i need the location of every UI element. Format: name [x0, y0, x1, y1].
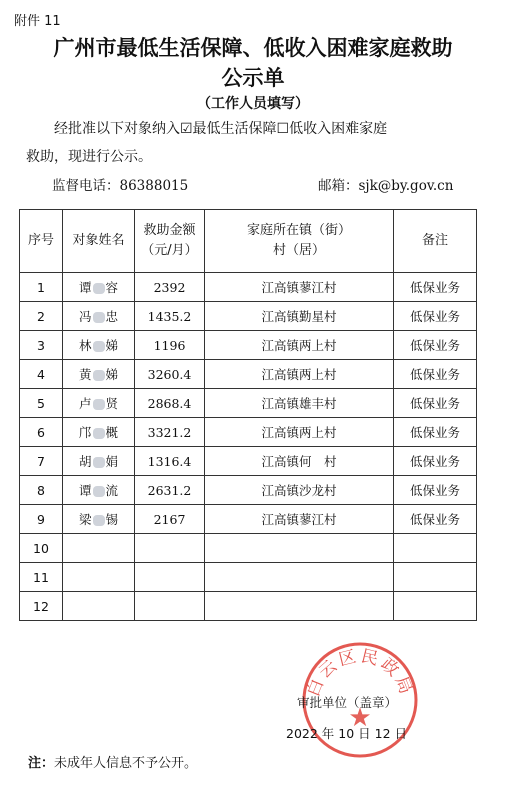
notice-line-1: 经批准以下对象纳入☑最低生活保障☐低收入困难家庭 [54, 121, 388, 137]
header-amount-line1: 救助金额 [143, 223, 196, 238]
cell-remark [394, 534, 477, 563]
cell-no: 12 [20, 592, 63, 621]
svg-text:白云区民政局 [303, 646, 416, 699]
cell-name [63, 331, 135, 360]
name-first: 邝 [78, 425, 92, 440]
header-address-line2: 村（居） [272, 243, 325, 258]
name-redaction [93, 370, 105, 381]
cell-name [63, 302, 135, 331]
name-redaction [93, 457, 105, 468]
cell-no: 7 [20, 447, 63, 476]
table-row [20, 389, 477, 418]
header-address-line1: 家庭所在镇（街） [246, 223, 351, 238]
cell-address: 江高镇两上村 [205, 331, 394, 360]
cell-address: 江高镇两上村 [205, 360, 394, 389]
cell-no: 6 [20, 418, 63, 447]
table-row [20, 534, 477, 563]
recipient-table [19, 209, 477, 621]
header-no: 序号 [20, 210, 63, 273]
header-amount [135, 210, 205, 273]
footnote [28, 752, 197, 771]
cell-address [205, 592, 394, 621]
name-first: 林 [78, 338, 92, 353]
cell-address: 江高镇雄丰村 [205, 389, 394, 418]
cell-address [205, 563, 394, 592]
name-first: 胡 [78, 454, 92, 469]
cell-name [63, 273, 135, 302]
name-first: 黄 [78, 367, 92, 382]
cell-no: 3 [20, 331, 63, 360]
table-header-row [20, 210, 477, 273]
cell-amount: 1316.4 [135, 447, 205, 476]
cell-name [63, 592, 135, 621]
table-row [20, 302, 477, 331]
cell-amount: 2167 [135, 505, 205, 534]
table-row [20, 331, 477, 360]
cell-name [63, 389, 135, 418]
cell-address [205, 534, 394, 563]
header-amount-line2: （元/月） [141, 243, 198, 258]
table-row [20, 505, 477, 534]
footnote-text: 未成年人信息不予公开。 [54, 756, 198, 771]
name-redaction [93, 312, 105, 323]
cell-no: 1 [20, 273, 63, 302]
cell-no: 10 [20, 534, 63, 563]
name-redaction [93, 428, 105, 439]
cell-name [63, 563, 135, 592]
approval-date: 2022 年 10 日 12 日 [286, 726, 407, 741]
cell-address: 江高镇蓼江村 [205, 505, 394, 534]
attachment-label: 附件 11 [14, 14, 61, 29]
cell-remark: 低保业务 [394, 273, 477, 302]
header-remark: 备注 [394, 210, 477, 273]
name-first: 谭 [78, 280, 92, 295]
name-first: 卢 [78, 396, 92, 411]
cell-name [63, 505, 135, 534]
name-last: 娣 [105, 367, 119, 382]
cell-amount: 2392 [135, 273, 205, 302]
cell-amount: 3260.4 [135, 360, 205, 389]
cell-address: 江高镇两上村 [205, 418, 394, 447]
cell-no: 8 [20, 476, 63, 505]
name-last: 容 [105, 280, 119, 295]
header-address [205, 210, 394, 273]
cell-remark [394, 592, 477, 621]
cell-name [63, 360, 135, 389]
name-first: 谭 [78, 483, 92, 498]
name-last: 贤 [105, 396, 119, 411]
name-redaction [93, 283, 105, 294]
cell-no: 2 [20, 302, 63, 331]
name-redaction [93, 341, 105, 352]
cell-remark: 低保业务 [394, 389, 477, 418]
name-first: 冯 [78, 309, 92, 324]
name-last: 忠 [105, 309, 119, 324]
cell-name [63, 476, 135, 505]
cell-amount [135, 534, 205, 563]
supervision-phone: 监督电话：86388015 [52, 178, 189, 194]
cell-remark [394, 563, 477, 592]
document-title-line2: 公示单 [221, 65, 285, 90]
cell-no: 4 [20, 360, 63, 389]
name-redaction [93, 486, 105, 497]
document-subtitle: （工作人员填写） [197, 96, 309, 112]
cell-address: 江高镇何 村 [205, 447, 394, 476]
approval-unit: 审批单位（盖章） [297, 695, 398, 710]
cell-amount: 2631.2 [135, 476, 205, 505]
table-row [20, 418, 477, 447]
cell-remark: 低保业务 [394, 447, 477, 476]
header-name: 对象姓名 [63, 210, 135, 273]
contact-email: 邮箱：sjk@by.gov.cn [318, 178, 454, 194]
name-last: 锡 [105, 512, 119, 527]
name-last: 概 [105, 425, 119, 440]
footnote-label: 注： [28, 756, 55, 771]
table-row [20, 592, 477, 621]
notice-line-2: 救助，现进行公示。 [26, 149, 152, 165]
cell-remark: 低保业务 [394, 476, 477, 505]
name-last: 娟 [105, 454, 119, 469]
seal-text: 白云区民政局 [303, 646, 417, 700]
cell-address: 江高镇蓼江村 [205, 273, 394, 302]
table-row [20, 476, 477, 505]
cell-remark: 低保业务 [394, 505, 477, 534]
cell-amount [135, 563, 205, 592]
cell-name [63, 418, 135, 447]
cell-name [63, 534, 135, 563]
cell-remark: 低保业务 [394, 302, 477, 331]
cell-no: 9 [20, 505, 63, 534]
table-row [20, 360, 477, 389]
table-row [20, 273, 477, 302]
document-title: 广州市最低生活保障、低收入困难家庭救助 [53, 35, 453, 60]
cell-amount: 3321.2 [135, 418, 205, 447]
notice-paragraph [26, 115, 486, 171]
name-redaction [93, 515, 105, 526]
cell-amount: 1196 [135, 331, 205, 360]
cell-amount: 2868.4 [135, 389, 205, 418]
name-first: 梁 [78, 512, 92, 527]
table-row [20, 563, 477, 592]
cell-no: 5 [20, 389, 63, 418]
cell-address: 江高镇沙龙村 [205, 476, 394, 505]
cell-no: 11 [20, 563, 63, 592]
cell-remark: 低保业务 [394, 360, 477, 389]
cell-name [63, 447, 135, 476]
cell-amount [135, 592, 205, 621]
cell-address: 江高镇勤星村 [205, 302, 394, 331]
cell-amount: 1435.2 [135, 302, 205, 331]
name-last: 娣 [105, 338, 119, 353]
cell-remark: 低保业务 [394, 331, 477, 360]
name-last: 流 [105, 483, 119, 498]
seal-star-icon: ★ [348, 703, 372, 733]
cell-remark: 低保业务 [394, 418, 477, 447]
table-row [20, 447, 477, 476]
name-redaction [93, 399, 105, 410]
